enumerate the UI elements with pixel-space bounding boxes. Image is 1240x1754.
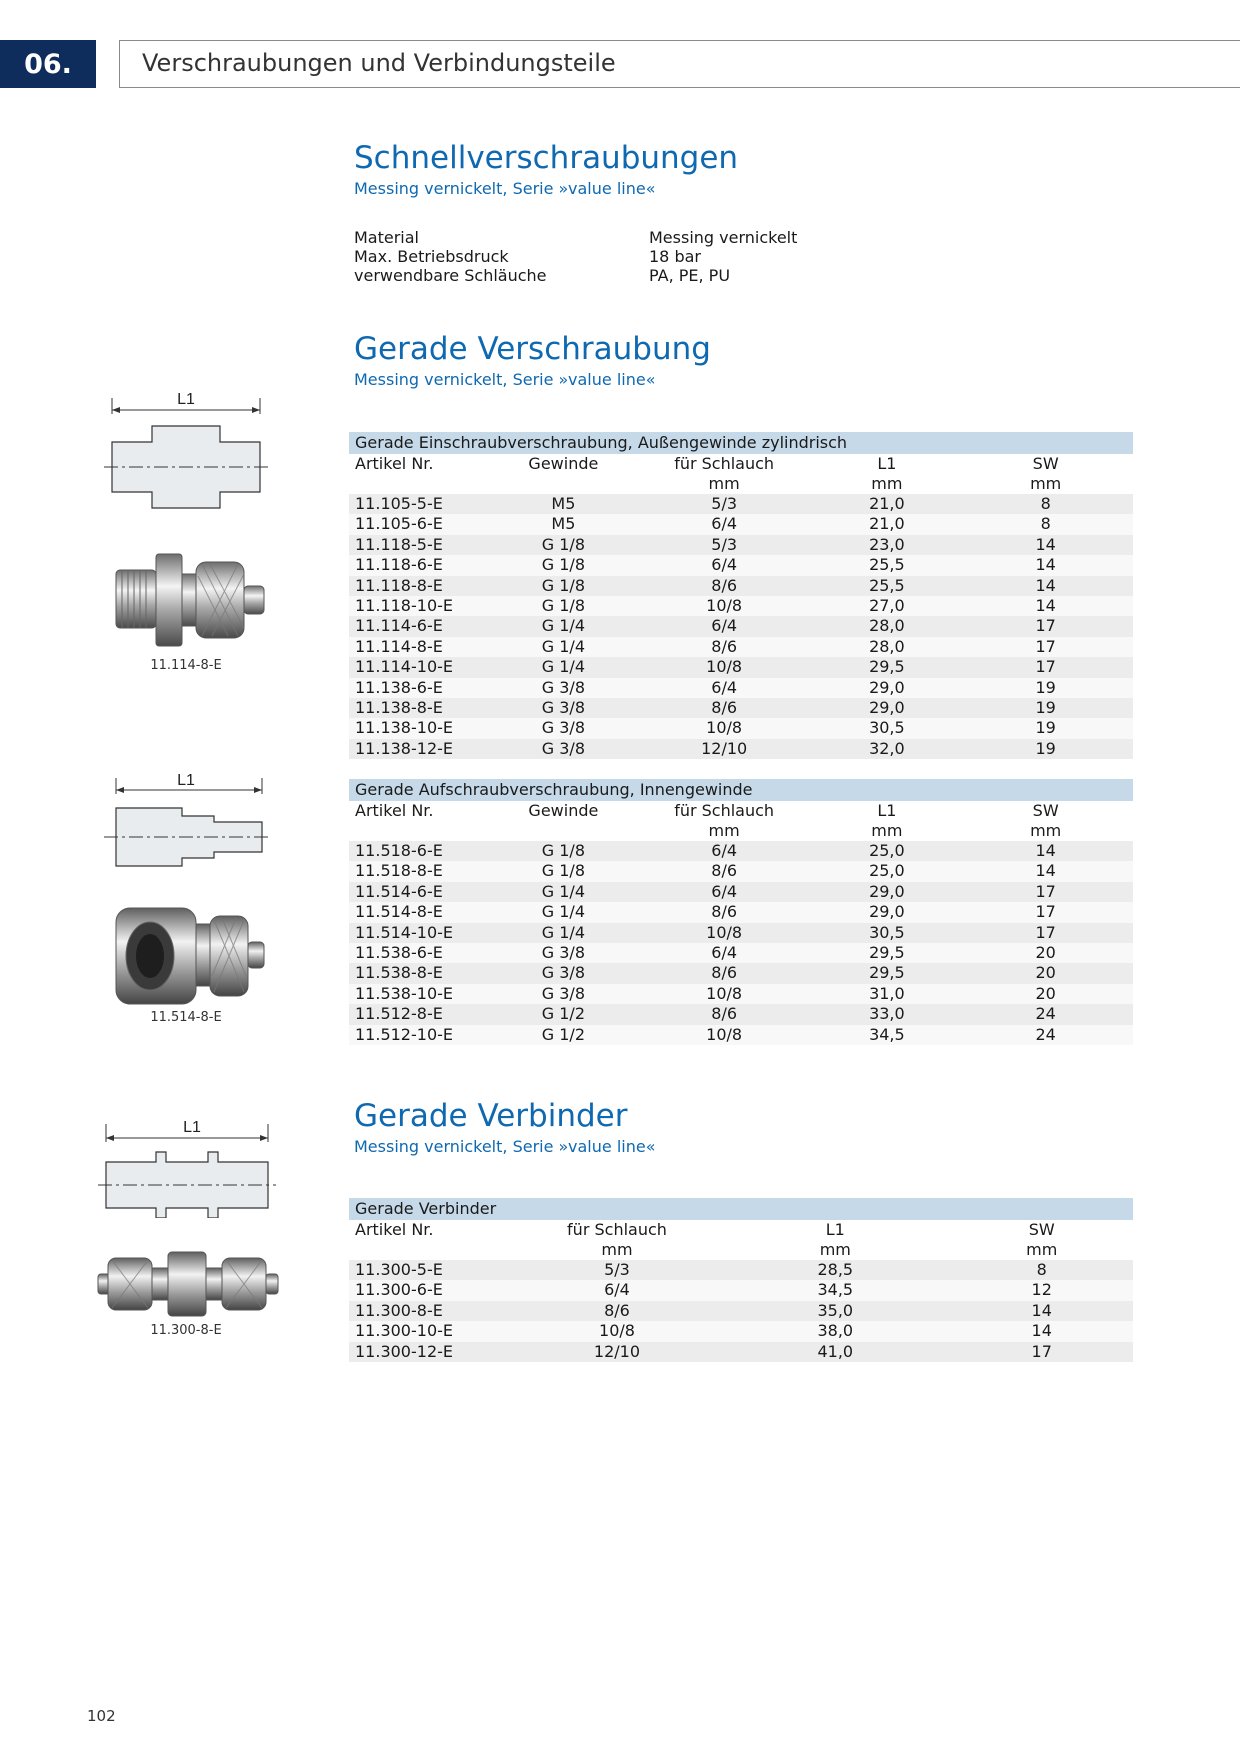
table-row xyxy=(349,535,1133,555)
column-header: für Schlauch xyxy=(674,454,775,473)
table-cell: 10/8 xyxy=(706,595,743,615)
product-photo-connector xyxy=(96,1250,280,1320)
column-unit xyxy=(494,474,633,494)
column-header: für Schlauch xyxy=(567,1220,667,1239)
spec-list xyxy=(354,228,797,285)
table-cell: G 3/8 xyxy=(541,963,585,983)
table-cell: 11.118-5-E xyxy=(355,534,443,554)
table-cell: 8/6 xyxy=(711,1004,738,1024)
figure-caption: 11.114-8-E xyxy=(150,658,222,673)
table-cell: 24 xyxy=(1035,1004,1056,1024)
table-cell: 23,0 xyxy=(869,534,905,554)
spec-value: Messing vernickelt xyxy=(649,228,798,247)
table-cell: 12/10 xyxy=(701,738,748,758)
table-row xyxy=(349,1301,1133,1321)
column-header: für Schlauch xyxy=(674,801,775,820)
table-header xyxy=(349,801,1133,821)
table-row xyxy=(349,963,1133,983)
table-cell: 29,5 xyxy=(869,942,905,962)
table-cell: 25,5 xyxy=(869,575,905,595)
table-row xyxy=(349,841,1133,861)
spec-row xyxy=(354,247,797,266)
table-cell: 11.512-8-E xyxy=(355,1004,443,1024)
table-cell: 29,0 xyxy=(869,697,905,717)
table-cell: 11.138-12-E xyxy=(355,738,453,758)
chapter-number-box xyxy=(0,40,96,88)
table-cell: G 1/8 xyxy=(541,841,585,860)
table-cell: 11.114-6-E xyxy=(355,616,443,636)
table-cell: G 1/8 xyxy=(541,861,585,881)
table-cell: 11.514-10-E xyxy=(355,922,453,942)
spec-value: 18 bar xyxy=(649,247,701,266)
product-photo-female-thread xyxy=(110,902,270,1012)
table-cell: 17 xyxy=(1035,657,1056,677)
spec-row xyxy=(354,266,797,285)
table-cell: G 1/4 xyxy=(541,657,585,677)
table-header xyxy=(349,1220,1133,1240)
table-cell: 24 xyxy=(1035,1024,1056,1044)
column-header: Artikel Nr. xyxy=(355,801,434,820)
technical-drawing-female-thread xyxy=(100,772,272,882)
table-cell: 8 xyxy=(1040,514,1051,534)
table-row xyxy=(349,514,1133,534)
dimension-label: L1 xyxy=(177,772,195,789)
table-cell: 29,5 xyxy=(869,657,905,677)
table-cell: 11.138-10-E xyxy=(355,718,453,738)
column-unit: mm xyxy=(1030,821,1062,840)
table-cell: 11.514-8-E xyxy=(355,902,443,922)
table-row xyxy=(349,576,1133,596)
table-row xyxy=(349,678,1133,698)
table-row xyxy=(349,923,1133,943)
table-cell: G 3/8 xyxy=(541,942,585,962)
table-row xyxy=(349,1025,1133,1045)
table-body xyxy=(349,1260,1133,1362)
table-cell: M5 xyxy=(551,514,576,534)
table-row xyxy=(349,902,1133,922)
table-cell: 10/8 xyxy=(706,718,743,738)
table-cell: 8/6 xyxy=(711,575,738,595)
table-cell: 25,0 xyxy=(869,841,905,860)
table-cell: 10/8 xyxy=(706,1024,743,1044)
section-title-main: Schnellverschraubungen xyxy=(354,140,739,176)
table-cell: 11.105-6-E xyxy=(355,514,443,534)
table-cell: 11.114-8-E xyxy=(355,636,443,656)
table-cell: 6/4 xyxy=(711,942,738,962)
column-header: SW xyxy=(1032,454,1059,473)
column-header: Gewinde xyxy=(528,454,599,473)
section-subtitle-connector: Messing vernickelt, Serie »value line« xyxy=(354,1137,656,1156)
table-row xyxy=(349,718,1133,738)
table-cell: G 1/2 xyxy=(541,1024,585,1044)
column-unit: mm xyxy=(708,474,740,493)
table-cell: 21,0 xyxy=(869,514,905,534)
table-cell: G 1/8 xyxy=(541,575,585,595)
column-unit xyxy=(349,1240,514,1260)
page-number: 102 xyxy=(87,1707,116,1725)
table-cell: 11.538-10-E xyxy=(355,983,453,1003)
table-cell: 17 xyxy=(1035,881,1056,901)
table-cell: 35,0 xyxy=(817,1300,854,1320)
table-cell: M5 xyxy=(551,494,576,513)
table-cell: G 1/4 xyxy=(541,902,585,922)
table-cell: 5/3 xyxy=(711,534,738,554)
table-cell: 14 xyxy=(1035,861,1056,881)
table-row xyxy=(349,943,1133,963)
table-row xyxy=(349,1260,1133,1280)
table-cell: 8/6 xyxy=(711,902,738,922)
table-cell: 6/4 xyxy=(604,1280,630,1300)
table-cell: 6/4 xyxy=(711,555,738,575)
table-cell: 11.518-6-E xyxy=(355,841,443,860)
table-cell: 6/4 xyxy=(711,677,738,697)
table-row xyxy=(349,616,1133,636)
table-connector xyxy=(349,1198,1133,1362)
column-unit xyxy=(349,474,494,494)
table-cell: 11.538-6-E xyxy=(355,942,443,962)
table-cell: 5/3 xyxy=(711,494,738,513)
table-cell: G 3/8 xyxy=(541,718,585,738)
table-cell: 28,0 xyxy=(869,616,905,636)
table-cell: 19 xyxy=(1035,677,1056,697)
table-cell: 28,5 xyxy=(817,1260,854,1279)
table-cell: 11.114-10-E xyxy=(355,657,453,677)
table-cell: G 1/4 xyxy=(541,881,585,901)
dimension-label: L1 xyxy=(183,1119,201,1136)
table-cell: 14 xyxy=(1031,1300,1052,1320)
table-body xyxy=(349,841,1133,1045)
table-male-thread xyxy=(349,432,1133,759)
table-row xyxy=(349,1321,1133,1341)
spec-value: PA, PE, PU xyxy=(649,266,731,285)
table-cell: 12/10 xyxy=(593,1341,641,1361)
column-unit xyxy=(494,821,633,841)
table-cell: 21,0 xyxy=(869,494,905,513)
column-header: Artikel Nr. xyxy=(355,454,434,473)
table-cell: 17 xyxy=(1031,1341,1052,1361)
table-cell: 8/6 xyxy=(711,697,738,717)
table-cell: 19 xyxy=(1035,697,1056,717)
column-header: SW xyxy=(1028,1220,1055,1239)
figure-caption: 11.514-8-E xyxy=(150,1010,222,1025)
column-unit: mm xyxy=(1030,474,1062,493)
dimension-label: L1 xyxy=(177,391,195,408)
table-cell: 27,0 xyxy=(869,595,905,615)
table-cell: G 1/4 xyxy=(541,616,585,636)
table-body xyxy=(349,494,1133,759)
spec-label: Max. Betriebsdruck xyxy=(354,247,509,266)
table-cell: 14 xyxy=(1035,534,1056,554)
table-cell: 14 xyxy=(1035,555,1056,575)
column-header: L1 xyxy=(825,1220,845,1239)
section-subtitle-main: Messing vernickelt, Serie »value line« xyxy=(354,179,656,198)
table-header xyxy=(349,454,1133,474)
column-header: L1 xyxy=(877,801,897,820)
table-cell: 8/6 xyxy=(711,636,738,656)
product-photo-male-thread xyxy=(110,548,270,653)
spec-row xyxy=(354,228,797,247)
table-row xyxy=(349,555,1133,575)
column-unit: mm xyxy=(708,821,740,840)
table-cell: G 1/2 xyxy=(541,1004,585,1024)
table-cell: 11.512-10-E xyxy=(355,1024,453,1044)
table-cell: 11.518-8-E xyxy=(355,861,443,881)
table-cell: 29,0 xyxy=(869,902,905,922)
table-cell: 20 xyxy=(1035,963,1056,983)
table-cell: 11.118-10-E xyxy=(355,595,453,615)
table-cell: 8/6 xyxy=(711,963,738,983)
table-title: Gerade Einschraubverschraubung, Außengewinde zylindrisch xyxy=(349,432,1133,454)
table-units xyxy=(349,821,1133,841)
table-cell: G 1/8 xyxy=(541,555,585,575)
table-cell: 14 xyxy=(1035,595,1056,615)
table-cell: G 3/8 xyxy=(541,677,585,697)
table-cell: 31,0 xyxy=(869,983,905,1003)
table-cell: 30,5 xyxy=(869,718,905,738)
table-cell: 12 xyxy=(1031,1280,1052,1300)
table-cell: 11.300-10-E xyxy=(355,1321,453,1341)
table-units xyxy=(349,1240,1133,1260)
figure-caption: 11.300-8-E xyxy=(150,1323,222,1338)
table-cell: 11.138-8-E xyxy=(355,697,443,717)
chapter-title-box xyxy=(119,40,1240,88)
table-cell: 11.300-6-E xyxy=(355,1280,443,1300)
column-unit: mm xyxy=(601,1240,633,1259)
table-cell: 34,5 xyxy=(817,1280,854,1300)
table-cell: 6/4 xyxy=(711,514,738,534)
table-title: Gerade Verbinder xyxy=(349,1198,1133,1220)
table-cell: 6/4 xyxy=(711,616,738,636)
table-cell: G 1/4 xyxy=(541,922,585,942)
table-cell: 11.300-12-E xyxy=(355,1341,453,1361)
column-header: Gewinde xyxy=(528,801,599,820)
section-subtitle-straight: Messing vernickelt, Serie »value line« xyxy=(354,370,656,389)
column-header: SW xyxy=(1032,801,1059,820)
table-cell: 19 xyxy=(1035,738,1056,758)
table-cell: G 1/8 xyxy=(541,534,585,554)
table-cell: 10/8 xyxy=(706,922,743,942)
table-female-thread xyxy=(349,779,1133,1045)
table-cell: G 1/4 xyxy=(541,636,585,656)
table-cell: 38,0 xyxy=(817,1321,854,1341)
table-cell: 6/4 xyxy=(711,841,738,860)
table-cell: 8 xyxy=(1036,1260,1047,1279)
table-row xyxy=(349,637,1133,657)
table-cell: 17 xyxy=(1035,636,1056,656)
table-cell: 17 xyxy=(1035,902,1056,922)
spec-label: Material xyxy=(354,228,419,247)
table-cell: 32,0 xyxy=(869,738,905,758)
column-unit: mm xyxy=(871,474,903,493)
table-cell: 5/3 xyxy=(604,1260,630,1279)
table-cell: G 3/8 xyxy=(541,738,585,758)
table-cell: 11.538-8-E xyxy=(355,963,443,983)
technical-drawing-connector xyxy=(96,1118,276,1218)
table-row xyxy=(349,861,1133,881)
table-cell: 14 xyxy=(1035,575,1056,595)
table-row xyxy=(349,698,1133,718)
table-row xyxy=(349,1280,1133,1300)
table-row xyxy=(349,1342,1133,1362)
table-cell: 19 xyxy=(1035,718,1056,738)
table-cell: 6/4 xyxy=(711,881,738,901)
column-unit: mm xyxy=(1026,1240,1058,1259)
table-row xyxy=(349,657,1133,677)
table-cell: 41,0 xyxy=(817,1341,854,1361)
table-cell: 10/8 xyxy=(706,983,743,1003)
table-cell: 11.118-6-E xyxy=(355,555,443,575)
table-cell: 28,0 xyxy=(869,636,905,656)
table-row xyxy=(349,739,1133,759)
table-cell: 34,5 xyxy=(869,1024,905,1044)
section-title-connector: Gerade Verbinder xyxy=(354,1098,628,1134)
table-cell: 10/8 xyxy=(706,657,743,677)
table-units xyxy=(349,474,1133,494)
table-row xyxy=(349,1004,1133,1024)
technical-drawing-male-thread xyxy=(100,390,272,522)
table-cell: 8/6 xyxy=(711,861,738,881)
table-cell: 8 xyxy=(1040,494,1051,513)
table-cell: G 1/8 xyxy=(541,595,585,615)
table-cell: G 3/8 xyxy=(541,697,585,717)
table-cell: 20 xyxy=(1035,942,1056,962)
table-cell: G 3/8 xyxy=(541,983,585,1003)
column-header: Artikel Nr. xyxy=(355,1220,434,1239)
table-cell: 29,5 xyxy=(869,963,905,983)
table-cell: 14 xyxy=(1035,841,1056,860)
column-unit: mm xyxy=(819,1240,851,1259)
table-row xyxy=(349,984,1133,1004)
table-cell: 11.138-6-E xyxy=(355,677,443,697)
column-unit: mm xyxy=(871,821,903,840)
table-cell: 33,0 xyxy=(869,1004,905,1024)
table-title: Gerade Aufschraubverschraubung, Innengewinde xyxy=(349,779,1133,801)
table-cell: 8/6 xyxy=(604,1300,630,1320)
table-cell: 25,5 xyxy=(869,555,905,575)
table-row xyxy=(349,882,1133,902)
table-cell: 14 xyxy=(1031,1321,1052,1341)
table-cell: 10/8 xyxy=(599,1321,635,1341)
chapter-number: 06. xyxy=(24,48,72,80)
table-row xyxy=(349,596,1133,616)
table-cell: 29,0 xyxy=(869,881,905,901)
table-cell: 11.300-8-E xyxy=(355,1300,443,1320)
column-header: L1 xyxy=(877,454,897,473)
section-title-straight: Gerade Verschraubung xyxy=(354,331,711,367)
table-cell: 25,0 xyxy=(869,861,905,881)
table-cell: 11.118-8-E xyxy=(355,575,443,595)
table-cell: 30,5 xyxy=(869,922,905,942)
table-cell: 17 xyxy=(1035,616,1056,636)
chapter-title: Verschraubungen und Verbindungsteile xyxy=(142,49,616,77)
table-cell: 20 xyxy=(1035,983,1056,1003)
table-cell: 11.105-5-E xyxy=(355,494,443,513)
table-cell: 11.514-6-E xyxy=(355,881,443,901)
table-cell: 17 xyxy=(1035,922,1056,942)
column-unit xyxy=(349,821,494,841)
spec-label: verwendbare Schläuche xyxy=(354,266,547,285)
table-row xyxy=(349,494,1133,514)
table-cell: 11.300-5-E xyxy=(355,1260,443,1279)
table-cell: 29,0 xyxy=(869,677,905,697)
